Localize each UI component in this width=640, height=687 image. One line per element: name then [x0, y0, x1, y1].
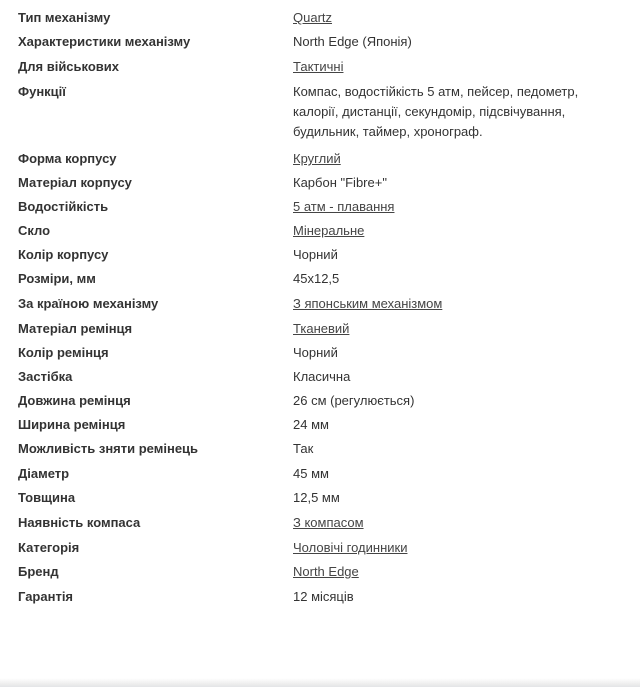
spec-value-link[interactable]: Чоловічі годинники — [293, 540, 408, 555]
spec-value-link[interactable]: Тактичні — [293, 59, 344, 74]
spec-label: Тип механізму — [18, 10, 111, 25]
spec-row — [18, 151, 622, 167]
spec-row — [18, 417, 622, 433]
spec-value-link[interactable]: Мінеральне — [293, 223, 365, 238]
spec-row — [18, 175, 622, 191]
spec-row — [18, 34, 622, 50]
spec-label: Категорія — [18, 540, 80, 555]
spec-label: Матеріал корпусу — [18, 175, 132, 190]
spec-row — [18, 84, 622, 142]
spec-label: Можливість зняти ремінець — [18, 441, 199, 456]
spec-value-link[interactable]: Круглий — [293, 151, 341, 166]
spec-label: Форма корпусу — [18, 151, 117, 166]
spec-row — [18, 271, 622, 287]
spec-label: Товщина — [18, 490, 76, 505]
spec-row — [18, 589, 622, 605]
spec-row — [18, 515, 622, 531]
spec-label: Діаметр — [18, 466, 70, 481]
spec-value: 12 місяців — [293, 589, 354, 604]
spec-value: Карбон "Fibre+" — [293, 175, 387, 190]
spec-label: Для військових — [18, 59, 120, 74]
spec-label: Водостійкість — [18, 199, 109, 214]
spec-value: Класична — [293, 369, 351, 384]
spec-value: Так — [293, 441, 314, 456]
spec-value: 45 мм — [293, 466, 329, 481]
spec-row — [18, 345, 622, 361]
spec-label: Розміри, мм — [18, 271, 96, 286]
spec-label: Функції — [18, 84, 66, 99]
spec-label: Ширина ремінця — [18, 417, 126, 432]
spec-label: Наявність компаса — [18, 515, 141, 530]
spec-row — [18, 59, 622, 75]
spec-label: Бренд — [18, 564, 59, 579]
spec-label: Колір корпусу — [18, 247, 109, 262]
spec-row — [18, 540, 622, 556]
spec-row — [18, 321, 622, 337]
spec-row — [18, 466, 622, 482]
spec-value: North Edge (Японія) — [293, 34, 412, 49]
spec-row — [18, 393, 622, 409]
spec-row — [18, 247, 622, 263]
spec-value-link[interactable]: Quartz — [293, 10, 333, 25]
spec-value-link[interactable]: З компасом — [293, 515, 364, 530]
spec-label: За країною механізму — [18, 296, 159, 311]
spec-row — [18, 490, 622, 506]
spec-label: Гарантія — [18, 589, 74, 604]
spec-value-link[interactable]: 5 атм - плавання — [293, 199, 395, 214]
spec-value: Чорний — [293, 345, 338, 360]
spec-value-link[interactable]: Тканевий — [293, 321, 350, 336]
spec-label: Характеристики механізму — [18, 34, 191, 49]
spec-value: Компас, водостійкість 5 атм, пейсер, педометр, калорії, дистанції, секундомір, підсвічування, будильник, таймер, хронограф. — [293, 84, 579, 139]
spec-label: Застібка — [18, 369, 73, 384]
spec-label: Колір ремінця — [18, 345, 109, 360]
spec-row — [18, 10, 622, 26]
spec-row — [18, 369, 622, 385]
spec-label: Скло — [18, 223, 51, 238]
spec-row — [18, 199, 622, 215]
spec-value: 12,5 мм — [293, 490, 340, 505]
spec-value-link[interactable]: North Edge — [293, 564, 359, 579]
section-divider — [0, 678, 640, 687]
spec-label: Довжина ремінця — [18, 393, 131, 408]
spec-value-link[interactable]: З японським механізмом — [293, 296, 443, 311]
spec-value: 24 мм — [293, 417, 329, 432]
spec-row — [18, 223, 622, 239]
spec-row — [18, 564, 622, 580]
spec-row — [18, 441, 622, 457]
spec-value: 26 см (регулюється) — [293, 393, 415, 408]
spec-label: Матеріал ремінця — [18, 321, 133, 336]
spec-value: Чорний — [293, 247, 338, 262]
spec-value: 45x12,5 — [293, 271, 340, 286]
spec-row — [18, 296, 622, 312]
